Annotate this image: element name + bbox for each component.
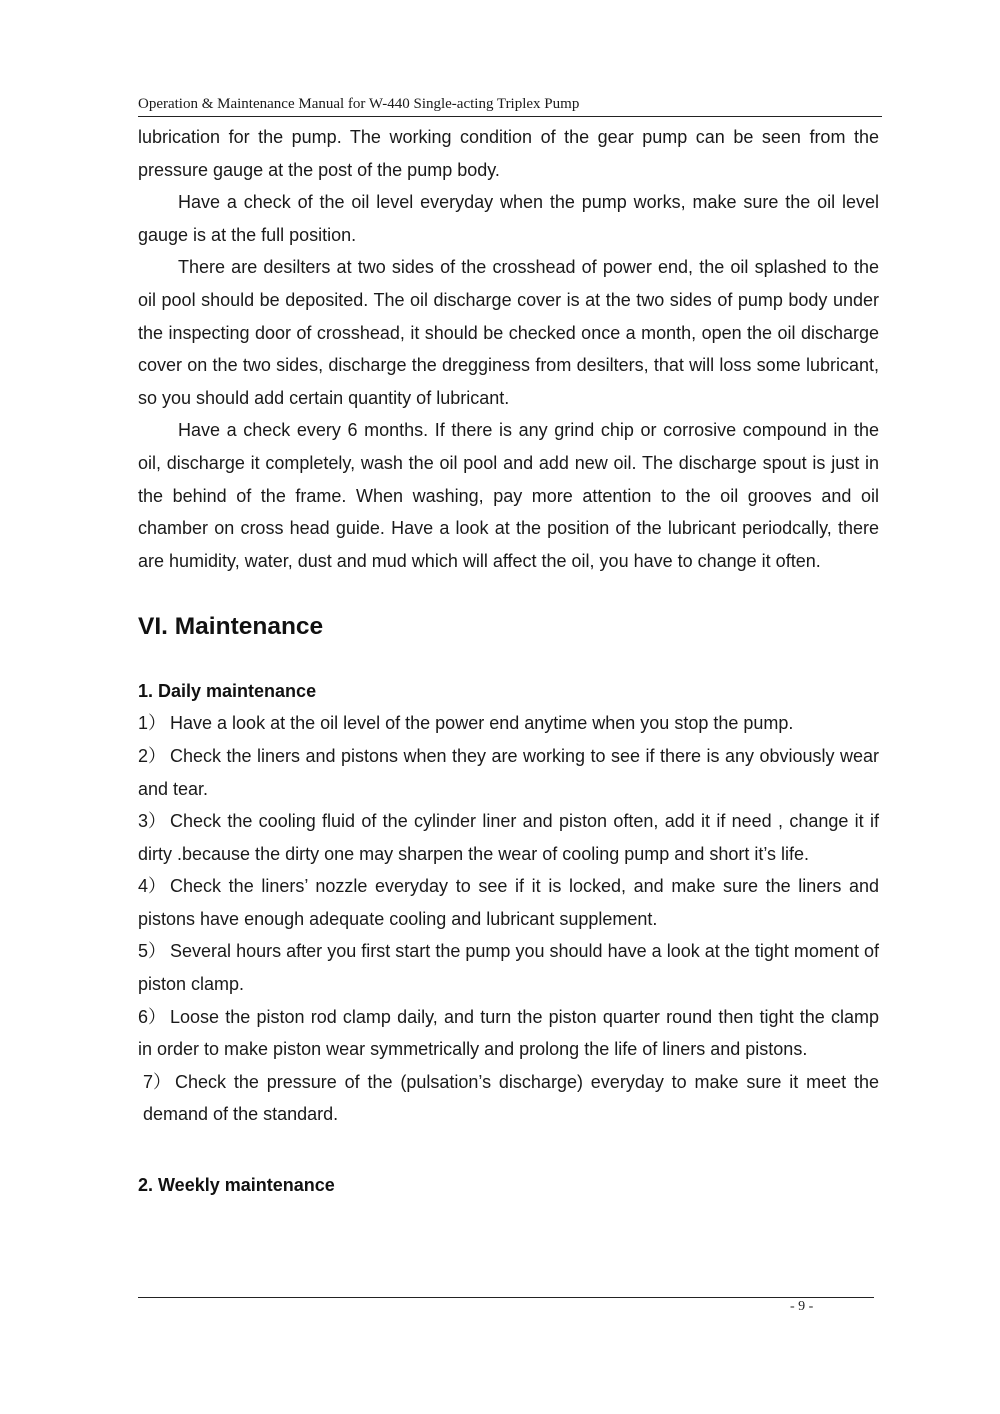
weekly-maintenance-heading: 2. Weekly maintenance <box>138 1175 335 1196</box>
list-item-text: Have a look at the oil level of the power end anytime when you stop the pump. <box>170 713 794 734</box>
section-title: VI. Maintenance <box>138 613 324 641</box>
list-item-number: 1） <box>138 713 167 734</box>
list-item <box>138 740 879 805</box>
list-item-number: 7） <box>143 1071 172 1092</box>
list-item-text: Check the cooling fluid of the cylinder liner and piston often, add it if need , change it if dirty .because the dirty one may sharpen the wear of cooling pump and short it’s life. <box>138 811 879 864</box>
daily-maintenance-heading: 1. Daily maintenance <box>138 681 317 702</box>
list-item-number: 5） <box>138 941 167 962</box>
page-body <box>138 121 879 1201</box>
list-item <box>138 935 879 1000</box>
list-item <box>138 707 879 740</box>
running-header: Operation & Maintenance Manual for W-440 Single-acting Triplex Pump <box>138 96 580 112</box>
list-item <box>138 870 879 935</box>
list-item-text: Check the liners and pistons when they are working to see if there is any obviously wear and tear. <box>138 745 879 799</box>
list-item-text: Check the liners’ nozzle everyday to see if it is locked, and make sure the liners and pistons have enough adequate cooling and lubricant supplement. <box>138 876 879 929</box>
list-item-text: Loose the piston rod clamp daily, and turn the piston quarter round then tight the clamp in order to make piston wear symmetrically and prolong the life of liners and pistons. <box>138 1006 879 1060</box>
paragraph-six-month-check: Have a check every 6 months. If there is any grind chip or corrosive compound in the oil, discharge it completely, wash the oil pool and add new oil. The discharge spout is just in the behind of the frame. When washing, pay more attention to the oil grooves and oil chamber on cross head guide. Have a look at the position of the lubricant periodcally, there are humidity, water, dust and mud which will affect the oil, you have to change it often. <box>138 420 879 571</box>
footer-rule <box>138 1297 874 1298</box>
page-number: - 9 - <box>790 1299 814 1314</box>
list-item-number: 3） <box>138 811 167 832</box>
list-item <box>138 1001 879 1066</box>
list-item-number: 4） <box>138 876 167 897</box>
list-item <box>138 805 879 870</box>
header-rule <box>138 116 882 117</box>
paragraph-desilters: There are desilters at two sides of the crosshead of power end, the oil splashed to the oil pool should be deposited. The oil discharge cover is at the two sides of pump body under the inspecting door of crosshead, it should be checked once a month, open the oil discharge cover on the two sides, discharge the dregginess from desilters, that will loss some lubricant, so you should add certain quantity of lubricant. <box>138 257 879 408</box>
list-item <box>143 1066 879 1131</box>
list-item-number: 6） <box>138 1006 167 1027</box>
list-item-text: Check the pressure of the (pulsation’s discharge) everyday to make sure it meet the demand of the standard. <box>143 1071 879 1125</box>
paragraph-continuation: lubrication for the pump. The working condition of the gear pump can be seen from the pressure gauge at the post of the pump body. <box>138 127 879 180</box>
list-item-number: 2） <box>138 745 167 766</box>
paragraph-oil-level-check: Have a check of the oil level everyday when the pump works, make sure the oil level gauge is at the full position. <box>138 192 879 245</box>
list-item-text: Several hours after you first start the pump you should have a look at the tight moment of piston clamp. <box>138 941 879 995</box>
